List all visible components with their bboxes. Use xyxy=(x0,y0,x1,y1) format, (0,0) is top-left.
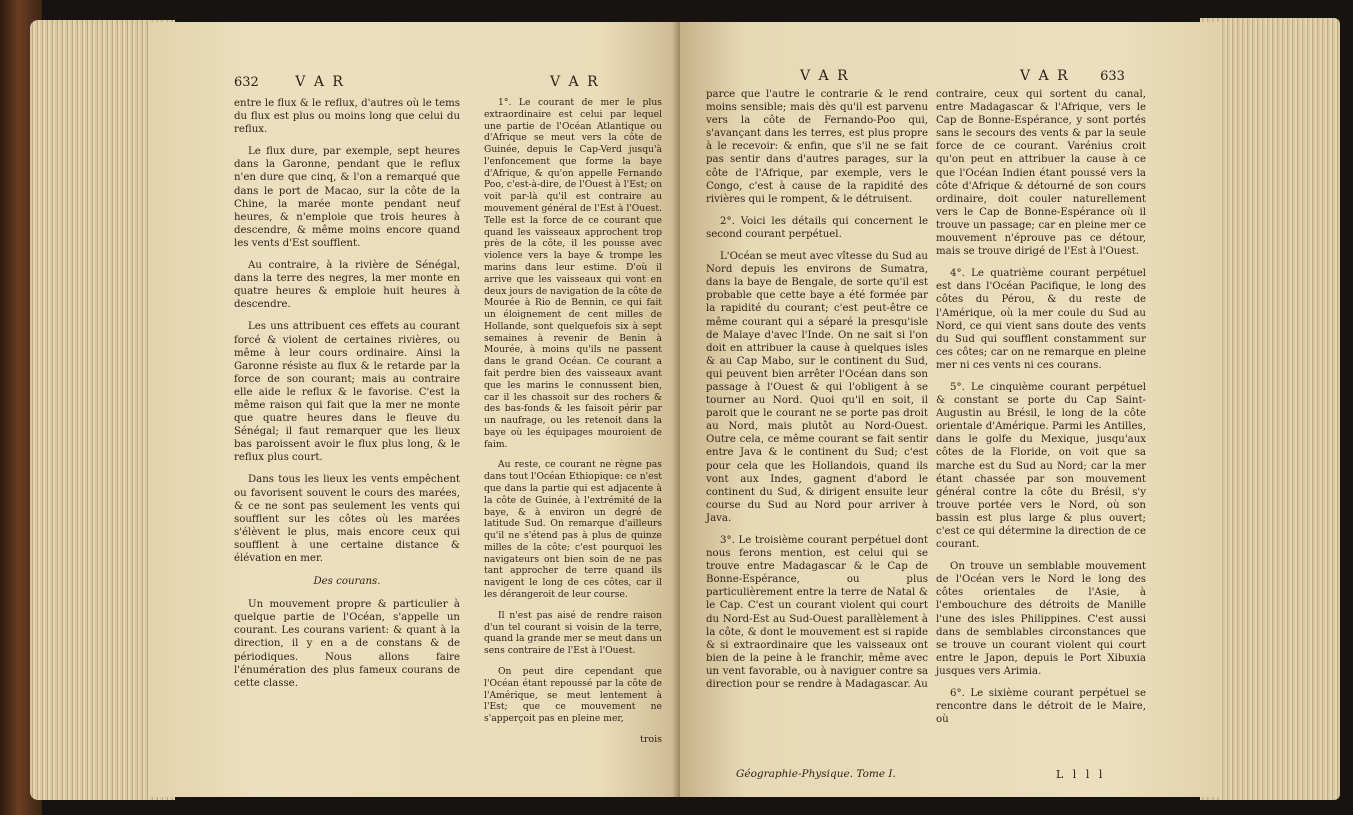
running-head: V A R xyxy=(295,74,345,90)
page-footer: Géographie-Physique. Tome I. xyxy=(736,768,896,780)
left-page-header xyxy=(234,74,345,90)
paragraph: 4°. Le quatrième courant perpétuel est dans l'Océan Pacifique, le long des côtes du Pérou, & du reste de l'Amérique, où la mer coule du Sud au Nord, ce qui vient sans doute des vents du Sud qui soufflent constamment sur ces côtes; car on ne remarque en pleine mer ni ces vents ni ces courans. xyxy=(936,268,1146,371)
left-col2-header: V A R xyxy=(550,74,600,90)
paragraph: L'Océan se meut avec vîtesse du Sud au Nord depuis les environs de Sumatra, dans la baye de Bengale, de sorte qu'il est probable que cette baye a été formée par la rapidité du courant; c'est peut-être ce même courant qui a séparé la presqu'isle de Malaye d'avec l'Inde. On ne sait si l'on doit en attribuer la cause à quelques isles & au Cap Mabo, sur le continent du Sud, qui peuvent bien arrêter l'Océan dans son passage à l'Ouest & qui l'obligent à se tourner au Nord. Quoi qu'il en soit, il paroit que le courant ne se porte pas droit au Nord, mais plutôt au Nord-Ouest. Outre cela, ce même courant se fait sentir entre Java & le continent du Sud; c'est pour cela que les Hollandois, quand ils vont aux Indes, gagnent d'abord le continent du Sud, & dirigent ensuite leur course du Sud au Nord pour arriver à Java. xyxy=(706,251,928,524)
page-number: 633 xyxy=(1100,69,1125,84)
right-column-2 xyxy=(936,88,1146,735)
left-page xyxy=(150,22,680,797)
paragraph: Le flux dure, par exemple, sept heures dans la Garonne, pendant que le reflux n'en dure que cinq, & l'on a remarqué que dans le port de Macao, sur la côte de la Chine, la marée monte pendant neuf heures, & n'emploie que trois heures à descendre, & même moins encore quand les vents d'Est soufflent. xyxy=(234,146,460,249)
right-page xyxy=(680,22,1220,797)
paragraph: Un mouvement propre & particulier à quelque partie de l'Océan, s'appelle un courant. Les courans varient: & quant à la direction, il y en a de constans & de périodiques. Nous allons faire l'énumération des plus fameux courans de cette classe. xyxy=(234,599,460,689)
left-column-1 xyxy=(234,97,460,699)
paragraph: 3°. Le troisième courant perpétuel dont nous ferons mention, est celui qui se trouve entre Madagascar & le Cap de Bonne-Espérance, ou plus particulièrement entre la terre de Natal & le Cap. C'est un courant violent qui court du Nord-Est au Sud-Ouest parallèlement à la côte, & dont le mouvement est si rapide & si extraordinaire que les vaisseaux ont bien de la peine à le franchir, même avec un vent favorable, ou à naviguer contre sa direction pour se rendre à Madagascar. Au xyxy=(706,535,928,691)
paragraph: On peut dire cependant que l'Océan étant repoussé par la côte de l'Amérique, se meut lentement à l'Est; que ce mouvement ne s'apperçoit pas en pleine mer, xyxy=(484,665,662,725)
page-number: 632 xyxy=(234,75,259,90)
page-edges-right xyxy=(1200,18,1340,800)
paragraph: contraire, ceux qui sortent du canal, entre Madagascar & l'Afrique, vers le Cap de Bonne-Espérance, y sont portés sans le secours des vents & par la seule force de ce courant. Varénius croit qu'on peut en attribuer la cause à ce que l'Océan Indien étant poussé vers la côte d'Afrique & détourné de son cours ordinaire, doit couler naturellement vers le Cap de Bonne-Espérance où il trouve un passage; car en pleine mer ce mouvement n'éprouve pas ce détour, mais se trouve dirigé de l'Est à l'Ouest. xyxy=(936,89,1146,258)
paragraph: parce que l'autre le contrarie & le rend moins sensible; mais dès qu'il est parvenu vers la côte de Fernando-Poo qui, s'avançant dans les terres, est plus propre à le recevoir: & enfin, que s'il ne se fait pas sentir dans d'autres parages, sur la côte de l'Afrique, par exemple, vers le Congo, c'est à cause de la rapidité des rivières qui le rompent, & le détruisent. xyxy=(706,89,928,205)
paragraph: 6°. Le sixième courant perpétuel se rencontre dans le détroit de le Maire, où xyxy=(936,688,1146,726)
paragraph: Dans tous les lieux les vents empêchent ou favorisent souvent le cours des marées, & ce ne sont pas seulement les vents qui soufflent sur les côtes où les marées s'élèvent le plus, mais encore ceux qui soufflent à une certaine distance & élévation en mer. xyxy=(234,474,460,564)
paragraph: Il n'est pas aisé de rendre raison d'un tel courant si voisin de la terre, quand la grande mer se meut dans un sens contraire de l'Est à l'Ouest. xyxy=(484,609,662,657)
catchword: trois xyxy=(640,733,662,745)
right-column-1 xyxy=(706,88,928,700)
paragraph: Au reste, ce courant ne règne pas dans tout l'Océan Ethiopique: ce n'est que dans la partie qui est adjacente à la côte de Guinée, à l'extrémité de la baye, & à environ un degré de latitude Sud. On remarque d'ailleurs qu'il ne s'étend pas à plus de quinze milles de la côte; c'est pourquoi les navigateurs ont bien soin de ne pas tant approcher de terre quand ils navigent le long de ces côtes, car il les dérangeroit de leur course. xyxy=(484,459,662,601)
paragraph: 1°. Le courant de mer le plus extraordinaire est celui par lequel une partie de l'Océan Atlantique ou d'Afrique se meut vers la côte de Guinée, depuis le Cap-Verd jusqu'à l'enfoncement que forme la baye d'Afrique, & qu'on appelle Fernando Poo, c'est-à-dire, de l'Ouest à l'Est; on voit par-là qu'il est contraire au mouvement général de l'Est à l'Ouest. Telle est la force de ce courant que quand les vaisseaux approchent trop près de la côte, il les pousse avec violence vers la baye & trompe les marins dans leur estime. D'où il arrive que les vaisseaux qui vont en deux jours de navigation de la côte de Mourée à Rio de Bennin, ce qui fait un éloignement de cent milles de Hollande, sont quelquefois six à sept semaines à revenir de Benin à Mourée, à moins qu'ils ne passent dans le grand Océan. Ce courant a fait perdre bien des vaisseaux avant que les marins le connussent bien, car il les chassoit sur des rochers & des bas-fonds & les faisoit périr par un naufrage, ou les retenoit dans la baye où les équipages mouroient de faim. xyxy=(484,97,662,450)
paragraph: Les uns attribuent ces effets au courant forcé & violent de certaines rivières, ou même à leur cours ordinaire. Ainsi la Garonne résiste au flux & le retarde par la force de son courant; mais au contraire elle aide le reflux & le favorise. C'est la même raison qui fait que la mer ne monte que quatre heures dans le fleuve du Sénégal; il faut remarquer que les lieux bas paroissent avoir le flux plus long, & le reflux plus court. xyxy=(234,321,460,464)
signature-mark: L l l l xyxy=(1056,768,1106,781)
paragraph: entre le flux & le reflux, d'autres où le tems du flux est plus ou moins long que celui du reflux. xyxy=(234,98,460,136)
paragraph: 5°. Le cinquième courant perpétuel & constant se porte du Cap Saint-Augustin au Brésil, le long de la côte orientale d'Amérique. Parmi les Antilles, dans le golfe du Mexique, jusqu'aux côtes de la Floride, on voit que sa marche est du Sud au Nord; car la mer étant chassée par son mouvement général contre la côte du Brésil, s'y trouve portée vers le Nord, où son bassin est plus large & plus ouvert; c'est ce qui détermine la direction de ce courant. xyxy=(936,381,1146,551)
right-col1-header: V A R xyxy=(800,68,850,84)
running-head: V A R xyxy=(1020,68,1070,84)
paragraph: 2°. Voici les détails qui concernent le second courant perpétuel. xyxy=(706,215,928,240)
right-page-header xyxy=(1020,68,1125,84)
paragraph: On trouve un semblable mouvement de l'Océan vers le Nord le long des côtes orientales de l'Asie, à l'embouchure des détroits de Manille l'une des isles Philippines. C'est aussi dans de semblables circonstances que se trouve un courant violent qui court entre le Japon, depuis le Port Xibuxia jusques vers Arimia. xyxy=(936,561,1146,677)
paragraph: Au contraire, à la rivière de Sénégal, dans la terre des negres, la mer monte en quatre heures & emploie huit heures à descendre. xyxy=(234,260,460,311)
left-column-2 xyxy=(484,97,662,746)
section-heading: Des courans. xyxy=(313,576,381,588)
